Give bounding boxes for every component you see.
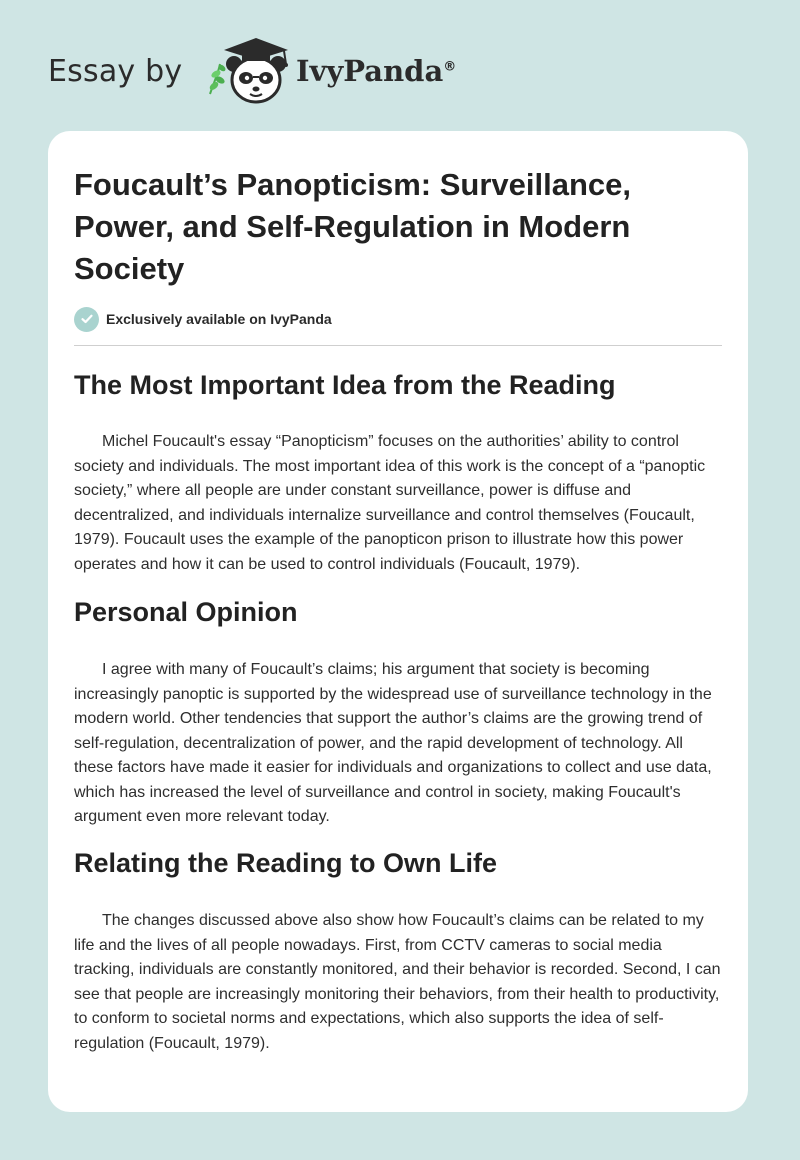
section-most-important-idea <box>74 368 722 577</box>
section-body: I agree with many of Foucault’s claims; his argument that society is becoming increasingly panoptic is supported by the widespread use of surveillance technology in the modern world. Other tendencies that support the author’s claims are the growing trend of self-regulation, decentralization of power, and the rapid development of technology. All these factors have made it easier for individuals and organizations to collect and use data, which has increased the level of surveillance and control in society, making Foucault's argument even more relevant today. <box>74 661 712 825</box>
check-circle-icon <box>74 307 99 332</box>
section-body: Michel Foucault's essay “Panopticism” focuses on the authorities’ ability to control society and individuals. The most important idea of this work is the concept of a “panoptic society,” where all people are under constant surveillance, power is diffuse and decentralized, and individuals internalize surveillance and control themselves (Foucault, 1979). Foucault uses the example of the panopticon prison to illustrate how this power operates and how it can be used to control individuals (Foucault, 1979). <box>74 433 706 573</box>
essay-title: Foucault’s Panopticism: Surveillance, Power, and Self-Regulation in Modern Society <box>74 167 632 286</box>
section-heading: Relating the Reading to Own Life <box>74 848 498 878</box>
exclusive-badge <box>74 306 332 332</box>
section-personal-opinion <box>74 595 722 830</box>
registered-mark: ® <box>443 59 457 75</box>
section-own-life <box>74 846 722 1056</box>
brand-header <box>48 34 468 106</box>
badge-text: Exclusively available on IvyPanda <box>106 311 332 327</box>
brand-name: IvyPanda® <box>296 54 457 88</box>
essay-card <box>48 131 748 1112</box>
section-heading: The Most Important Idea from the Reading <box>74 370 616 400</box>
panda-graduate-icon <box>200 34 296 106</box>
section-heading: Personal Opinion <box>74 597 298 627</box>
brand-prefix: Essay by <box>48 54 183 89</box>
divider <box>74 345 722 346</box>
section-body: The changes discussed above also show how Foucault’s claims can be related to my life and the lives of all people nowadays. First, from CCTV cameras to social media tracking, individuals are constantly monitored, and their behavior is recorded. Second, I can see that people are increasingly monitoring their behaviors, from their health to productivity, to conform to societal norms and expectations, which also supports the idea of self-regulation (Foucault, 1979). <box>74 912 721 1052</box>
